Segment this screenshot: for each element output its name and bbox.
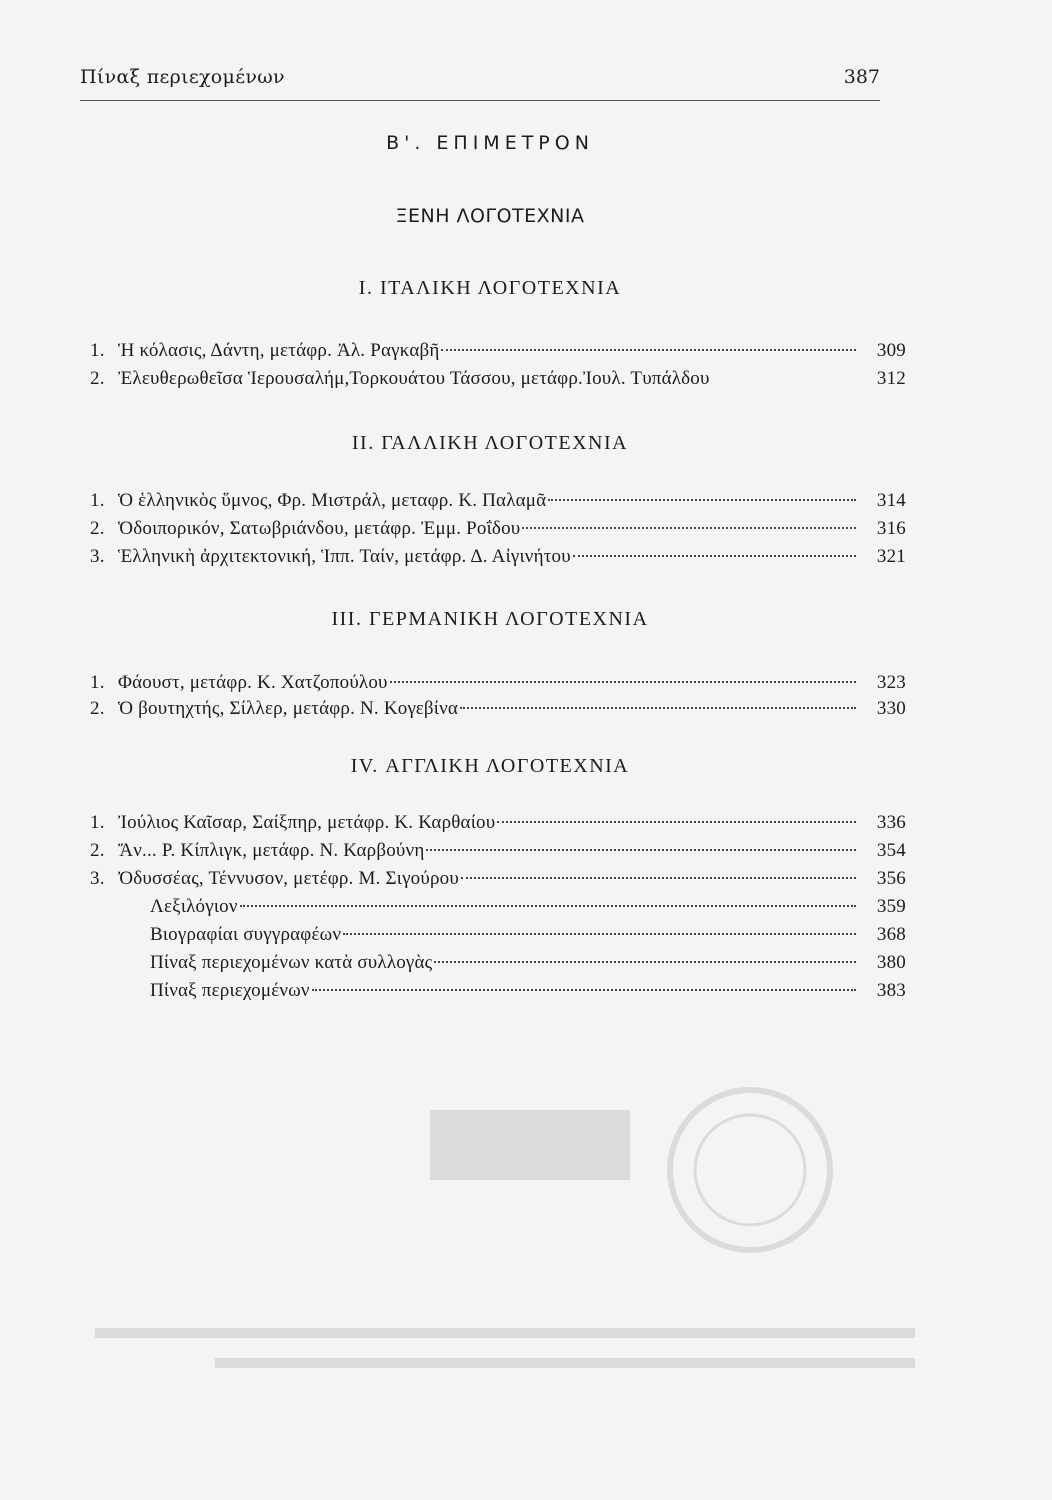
dot-leader bbox=[426, 849, 856, 851]
entry-number: 1. bbox=[90, 490, 105, 511]
entry-title: Ἄν... Ρ. Κίπλιγκ, μετάφρ. Ν. Καρβούνη bbox=[118, 840, 425, 861]
dot-leader bbox=[343, 933, 856, 935]
entry-number: 1. bbox=[90, 672, 105, 693]
toc-entry bbox=[90, 698, 906, 724]
dot-leader bbox=[460, 707, 856, 709]
dot-leader bbox=[522, 527, 856, 529]
dot-leader bbox=[434, 961, 856, 963]
entry-page: 316 bbox=[876, 518, 906, 539]
section-title-italian: Ι. ΙΤΑΛΙΚΗ ΛΟΓΟΤΕΧΝΙΑ bbox=[358, 277, 622, 299]
toc-entry bbox=[90, 368, 906, 394]
entry-page: 323 bbox=[876, 672, 906, 693]
entry-page: 354 bbox=[876, 840, 906, 861]
entry-page: 368 bbox=[876, 924, 906, 945]
entry-number: 3. bbox=[90, 868, 105, 889]
entry-page: 336 bbox=[876, 812, 906, 833]
toc-entry bbox=[90, 518, 906, 544]
section-title-english: IV. ΑΓΓΛΙΚΗ ΛΟΓΟΤΕΧΝΙΑ bbox=[350, 755, 630, 777]
dot-leader bbox=[390, 681, 856, 683]
entry-title: Ὀδυσσέας, Τέννυσον, μετέφρ. Μ. Σιγούρου bbox=[118, 868, 459, 889]
toc-entry-contents-by-collection bbox=[150, 952, 906, 978]
dot-leader bbox=[312, 989, 856, 991]
entry-title: Ὁδοιπορικόν, Σατωβριάνδου, μετάφρ. Ἐμμ. Ροΐδου bbox=[118, 518, 521, 539]
toc-entry bbox=[90, 672, 906, 698]
entry-title: Ἰούλιος Καῖσαρ, Σαίξπηρ, μετάφρ. Κ. Καρθαίου bbox=[118, 812, 496, 833]
entry-number: 2. bbox=[90, 368, 105, 389]
page-number: 387 bbox=[843, 66, 880, 88]
header-rule bbox=[80, 100, 880, 101]
dot-leader bbox=[548, 499, 856, 501]
toc-entry bbox=[90, 812, 906, 838]
entry-number: 1. bbox=[90, 340, 105, 361]
entry-title: Ὁ βουτηχτής, Σίλλερ, μετάφρ. Ν. Κογεβίνα bbox=[118, 698, 459, 719]
entry-page: 309 bbox=[876, 340, 906, 361]
toc-entry-biographies bbox=[150, 924, 906, 950]
entry-number: 3. bbox=[90, 546, 105, 567]
toc-entry-glossary bbox=[150, 896, 906, 922]
dot-leader bbox=[461, 877, 856, 879]
entry-page: 321 bbox=[876, 546, 906, 567]
section-title-french: II. ΓΑΛΛΙΚΗ ΛΟΓΟΤΕΧΝΙΑ bbox=[351, 432, 629, 454]
appendix-title: Β'. ΕΠΙΜΕΤΡΟΝ bbox=[386, 132, 594, 154]
entry-title: Ἐλευθερωθεῖσα Ἱερουσαλήμ,Τορκουάτου Τάσσου, μετάφρ.Ἰουλ. Τυπάλδου bbox=[118, 368, 710, 389]
entry-title: Πίναξ περιεχομένων κατὰ συλλογὰς bbox=[150, 952, 433, 973]
entry-number: 1. bbox=[90, 812, 105, 833]
bleed-through-stamp bbox=[420, 1080, 840, 1280]
entry-title: Βιογραφίαι συγγραφέων bbox=[150, 924, 342, 945]
dot-leader bbox=[497, 821, 856, 823]
entry-number: 2. bbox=[90, 518, 105, 539]
toc-entry bbox=[90, 840, 906, 866]
running-head bbox=[80, 66, 880, 92]
bleed-through-text bbox=[95, 1320, 915, 1380]
dot-leader bbox=[712, 377, 856, 379]
toc-entry bbox=[90, 490, 906, 516]
entry-title: Ἑλληνικὴ ἀρχιτεκτονική, Ἱππ. Ταίν, μετάφρ. Δ. Αἰγινήτου bbox=[118, 546, 571, 567]
toc-entry bbox=[90, 340, 906, 366]
entry-page: 312 bbox=[876, 368, 906, 389]
dot-leader bbox=[573, 555, 856, 557]
foreign-literature-title: ΞΕΝΗ ΛΟΓΟΤΕΧΝΙΑ bbox=[395, 205, 585, 227]
entry-page: 383 bbox=[876, 980, 906, 1001]
entry-title: Ὁ ἑλληνικὸς ὕμνος, Φρ. Μιστράλ, μεταφρ. Κ. Παλαμᾶ bbox=[118, 490, 547, 511]
entry-page: 359 bbox=[876, 896, 906, 917]
section-title-german: III. ΓΕΡΜΑΝΙΚΗ ΛΟΓΟΤΕΧΝΙΑ bbox=[331, 608, 649, 630]
entry-page: 330 bbox=[876, 698, 906, 719]
dot-leader bbox=[441, 349, 856, 351]
toc-entry bbox=[90, 868, 906, 894]
entry-title: Ἡ κόλασις, Δάντη, μετάφρ. Ἀλ. Ραγκαβῆ bbox=[118, 340, 440, 361]
entry-number: 2. bbox=[90, 698, 105, 719]
entry-title: Λεξιλόγιον bbox=[150, 896, 238, 917]
entry-page: 380 bbox=[876, 952, 906, 973]
entry-title: Πίναξ περιεχομένων bbox=[150, 980, 310, 1001]
toc-entry bbox=[90, 546, 906, 572]
entry-title: Φάουστ, μετάφρ. Κ. Χατζοπούλου bbox=[118, 672, 388, 693]
running-title: Πίναξ περιεχομένων bbox=[80, 66, 285, 88]
entry-page: 356 bbox=[876, 868, 906, 889]
toc-entry-contents bbox=[150, 980, 906, 1006]
entry-number: 2. bbox=[90, 840, 105, 861]
entry-page: 314 bbox=[876, 490, 906, 511]
dot-leader bbox=[240, 905, 856, 907]
